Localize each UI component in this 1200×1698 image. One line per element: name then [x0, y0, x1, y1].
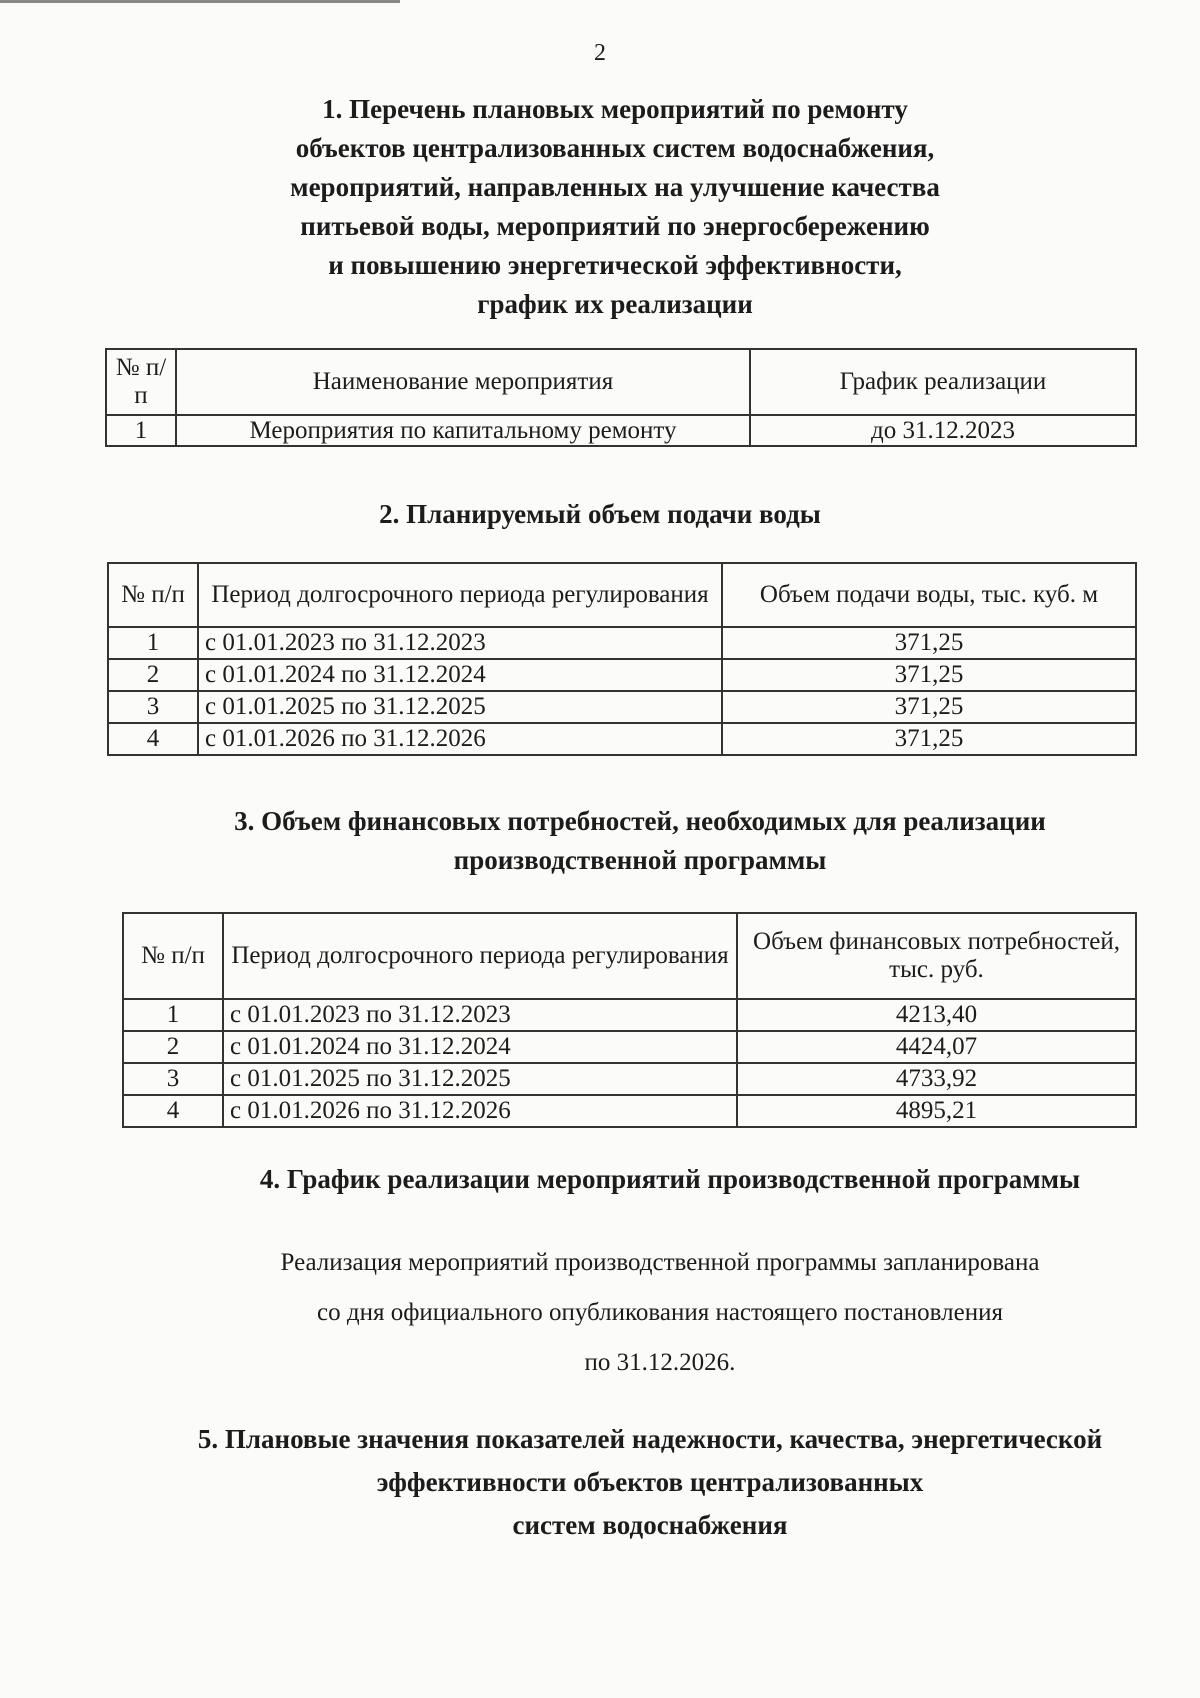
col-number-header: № п/п	[123, 913, 223, 999]
financial-needs-table	[122, 912, 1137, 1128]
table-row: 3 с 01.01.2025 по 31.12.2025 4733,92	[123, 1063, 1136, 1095]
table-row: 3 с 01.01.2025 по 31.12.2025 371,25	[108, 691, 1136, 723]
table-row: 1 с 01.01.2023 по 31.12.2023 4213,40	[123, 999, 1136, 1031]
col-period-header: Период долгосрочного периода регулирования	[223, 913, 737, 999]
section-4-paragraph: Реализация мероприятий производственной программы запланирована со дня официального опубликования настоящего постановления по 31.12.2026.	[280, 1249, 1040, 1376]
table-row: 4 с 01.01.2026 по 31.12.2026 371,25	[108, 723, 1136, 755]
table-header-row	[108, 563, 1136, 627]
table-row: 4 с 01.01.2026 по 31.12.2026 4895,21	[123, 1095, 1136, 1127]
section-3-title: 3. Объем финансовых потребностей, необходимых для реализации производственной программы	[234, 806, 1046, 875]
table-row: 1 Мероприятия по капитальному ремонту до 31.12.2023	[106, 415, 1136, 446]
col-activity-header: Наименование мероприятия	[176, 349, 750, 415]
section-1-title: 1. Перечень плановых мероприятий по ремонту объектов централизованных систем водоснабжения, мероприятий, направленных на улучшение качества питьевой воды, мероприятий по энергосбережению и повышению энергетической эффективности, график их реализации	[290, 94, 940, 319]
col-period-header: Период долгосрочного периода регулирования	[198, 563, 722, 627]
table-row: 2 с 01.01.2024 по 31.12.2024 371,25	[108, 659, 1136, 691]
water-supply-table	[107, 562, 1137, 756]
section-2-title: 2. Планируемый объем подачи воды	[379, 499, 821, 529]
activities-table	[105, 348, 1137, 447]
page-number: 2	[594, 40, 606, 66]
table-row: 1 с 01.01.2023 по 31.12.2023 371,25	[108, 627, 1136, 659]
scan-edge-line	[0, 0, 400, 3]
section-5-title: 5. Плановые значения показателей надежности, качества, энергетической эффективности объектов централизованных систем водоснабжения	[197, 1424, 1103, 1540]
col-finance-header: Объем финансовых потребностей, тыс. руб.	[737, 913, 1136, 999]
col-number-header: № п/п	[106, 349, 176, 415]
table-header-row	[106, 349, 1136, 415]
col-number-header: № п/п	[108, 563, 198, 627]
col-volume-header: Объем подачи воды, тыс. куб. м	[722, 563, 1136, 627]
table-header-row	[123, 913, 1136, 999]
col-schedule-header: График реализации	[750, 349, 1136, 415]
table-row: 2 с 01.01.2024 по 31.12.2024 4424,07	[123, 1031, 1136, 1063]
section-4-title: 4. График реализации мероприятий производственной программы	[259, 1164, 1081, 1194]
